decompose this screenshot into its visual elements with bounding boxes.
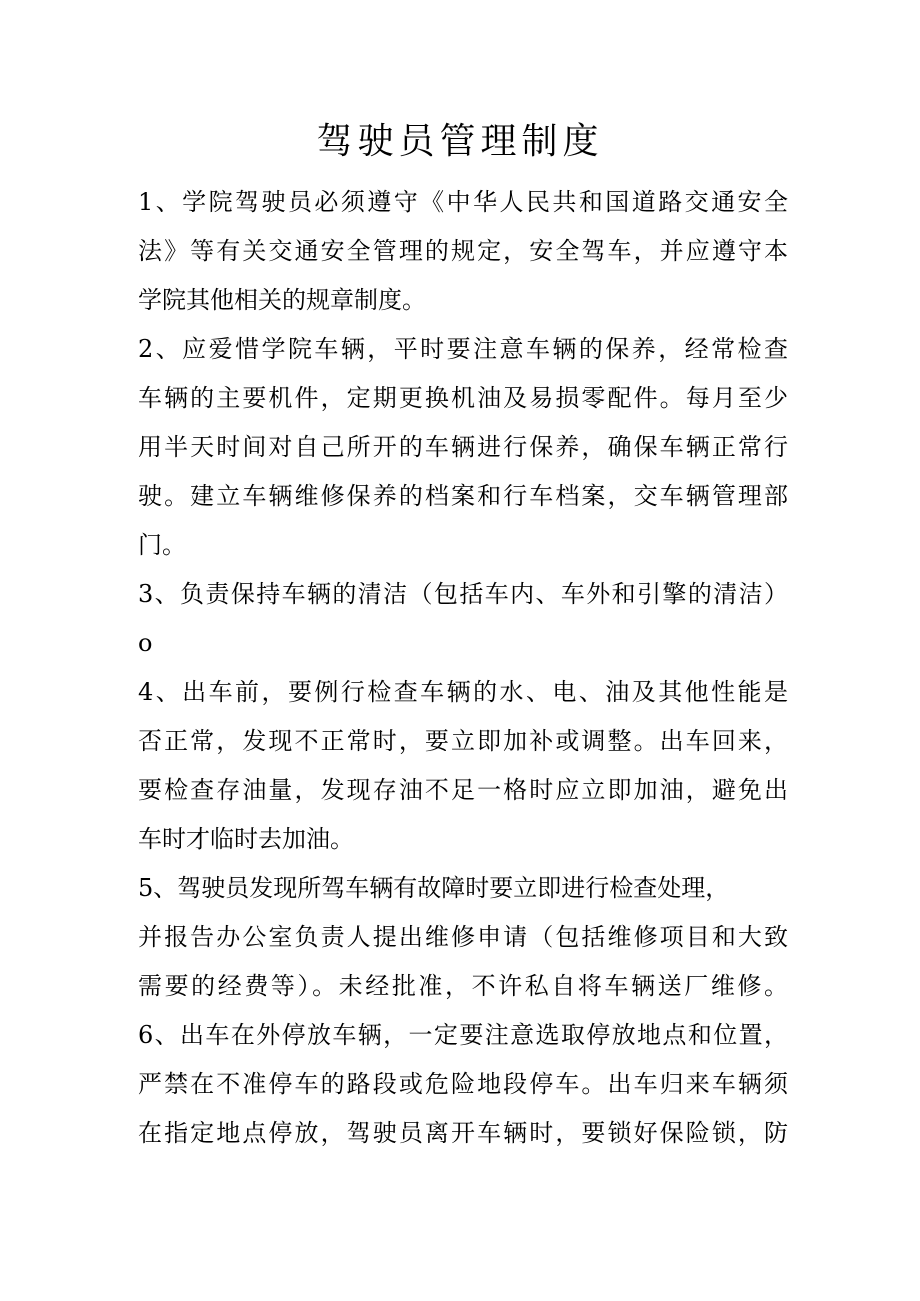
paragraph-3 xyxy=(138,570,788,668)
paragraph-line: 1、学院驾驶员必须遵守《中华人民共和国道路交通安全 xyxy=(138,188,788,216)
paragraph-line: o xyxy=(138,629,153,657)
paragraph-line: 法》等有关交通安全管理的规定，安全驾车，并应遵守本 xyxy=(138,237,788,265)
paragraph-4 xyxy=(138,668,788,864)
paragraph-line: 4、出车前，要例行检查车辆的水、电、油及其他性能是 xyxy=(138,678,788,706)
document-title: 驾驶员管理制度 xyxy=(316,121,604,162)
document-body xyxy=(138,178,788,1158)
paragraph-6 xyxy=(138,1011,788,1158)
paragraph-line: 要检查存油量，发现存油不足一格时应立即加油，避免出 xyxy=(138,776,788,804)
paragraph-line: 车辆的主要机件，定期更换机油及易损零配件。每月至少 xyxy=(138,384,788,412)
paragraph-line: 门。 xyxy=(138,531,186,559)
paragraph-line: 否正常，发现不正常时，要立即加补或调整。出车回来， xyxy=(138,727,788,755)
paragraph-line: 车时才临时去加油。 xyxy=(138,825,354,853)
paragraph-line: 6、出车在外停放车辆，一定要注意选取停放地点和位置， xyxy=(138,1021,788,1049)
paragraph-line: 驶。建立车辆维修保养的档案和行车档案，交车辆管理部 xyxy=(138,482,788,510)
paragraph-2 xyxy=(138,325,788,570)
paragraph-line: 5、驾驶员发现所驾车辆有故障时要立即进行检查处理， xyxy=(138,874,730,902)
paragraph-line: 2、应爱惜学院车辆，平时要注意车辆的保养，经常检查 xyxy=(138,335,788,363)
paragraph-line: 学院其他相关的规章制度。 xyxy=(138,286,426,314)
paragraph-line: 用半天时间对自己所开的车辆进行保养，确保车辆正常行 xyxy=(138,433,788,461)
paragraph-line: 需要的经费等）。未经批准，不许私自将车辆送厂维修。 xyxy=(138,972,788,1000)
paragraph-line: 在指定地点停放，驾驶员离开车辆时，要锁好保险锁，防 xyxy=(138,1119,788,1147)
paragraph-1 xyxy=(138,178,788,325)
paragraph-line: 并报告办公室负责人提出维修申请（包括维修项目和大致 xyxy=(138,923,788,951)
paragraph-5 xyxy=(138,864,788,1011)
paragraph-line: 3、负责保持车辆的清洁（包括车内、车外和引擎的清洁） xyxy=(138,580,788,608)
paragraph-line: 严禁在不准停车的路段或危险地段停车。出车归来车辆须 xyxy=(138,1070,788,1098)
